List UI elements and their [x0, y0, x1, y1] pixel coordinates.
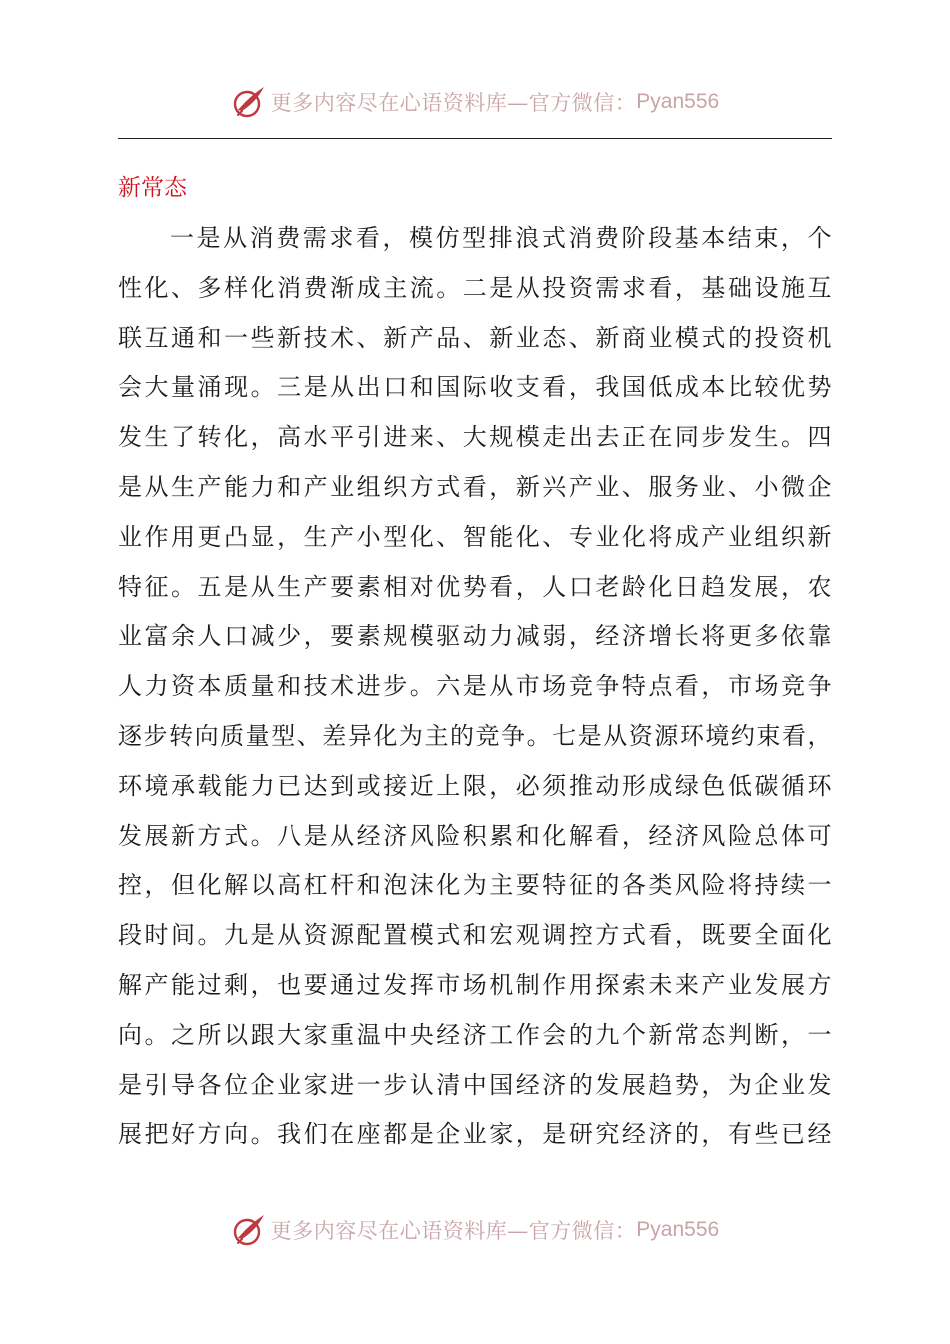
header-banner	[0, 80, 950, 124]
text-line: 环境承载能力已达到或接近上限，必须推动形成绿色低碳循环	[118, 771, 832, 800]
text-line: 性化、多样化消费渐成主流。二是从投资需求看，基础设施互	[118, 273, 832, 302]
banner-wechat-id: Pyan556	[636, 90, 720, 113]
text-line: 解产能过剩，也要通过发挥市场机制作用探索未来产业发展方	[118, 970, 832, 999]
text-line: 联互通和一些新技术、新产品、新业态、新商业模式的投资机	[118, 323, 832, 352]
body-text	[118, 214, 832, 1160]
text-line: 会大量涌现。三是从出口和国际收支看，我国低成本比较优势	[118, 373, 832, 402]
text-line: 逐步转向质量型、差异化为主的竞争。七是从资源环境约束看，	[118, 721, 832, 750]
text-line: 向。之所以跟大家重温中央经济工作会的九个新常态判断，一	[118, 1020, 832, 1049]
text-line: 控，但化解以高杠杆和泡沫化为主要特征的各类风险将持续一	[118, 871, 832, 900]
header-divider	[118, 138, 832, 139]
text-line: 发生了转化，高水平引进来、大规模走出去正在同步发生。四	[118, 423, 832, 452]
text-line: 是从生产能力和产业组织方式看，新兴产业、服务业、小微企	[118, 472, 832, 501]
text-line: 业作用更凸显，生产小型化、智能化、专业化将成产业组织新	[118, 522, 832, 551]
text-line: 发展新方式。八是从经济风险积累和化解看，经济风险总体可	[118, 821, 832, 850]
footer-banner	[0, 1208, 950, 1252]
text-line: 是引导各位企业家进一步认清中国经济的发展趋势，为企业发	[118, 1070, 832, 1099]
text-line: 展把好方向。我们在座都是企业家，是研究经济的，有些已经	[118, 1120, 832, 1149]
banner-wechat-label: —官方微信：	[507, 1219, 637, 1243]
banner-wechat-id: Pyan556	[636, 1218, 720, 1241]
text-line: 段时间。九是从资源配置模式和宏观调控方式看，既要全面化	[118, 921, 832, 950]
banner-text: 更多内容尽在心语资料库	[270, 91, 508, 115]
section-heading: 新常态	[118, 175, 187, 201]
text-line: 一是从消费需求看，模仿型排浪式消费阶段基本结束，个	[170, 224, 832, 252]
text-line: 特征。五是从生产要素相对优势看，人口老龄化日趋发展，农	[118, 572, 832, 601]
quill-pen-logo-icon	[231, 84, 267, 120]
text-line: 业富余人口减少，要素规模驱动力减弱，经济增长将更多依靠	[118, 622, 832, 651]
quill-pen-logo-icon	[231, 1212, 267, 1248]
banner-text: 更多内容尽在心语资料库	[270, 1219, 508, 1243]
text-line: 人力资本质量和技术进步。六是从市场竞争特点看，市场竞争	[118, 672, 832, 701]
banner-wechat-label: —官方微信：	[507, 91, 637, 115]
